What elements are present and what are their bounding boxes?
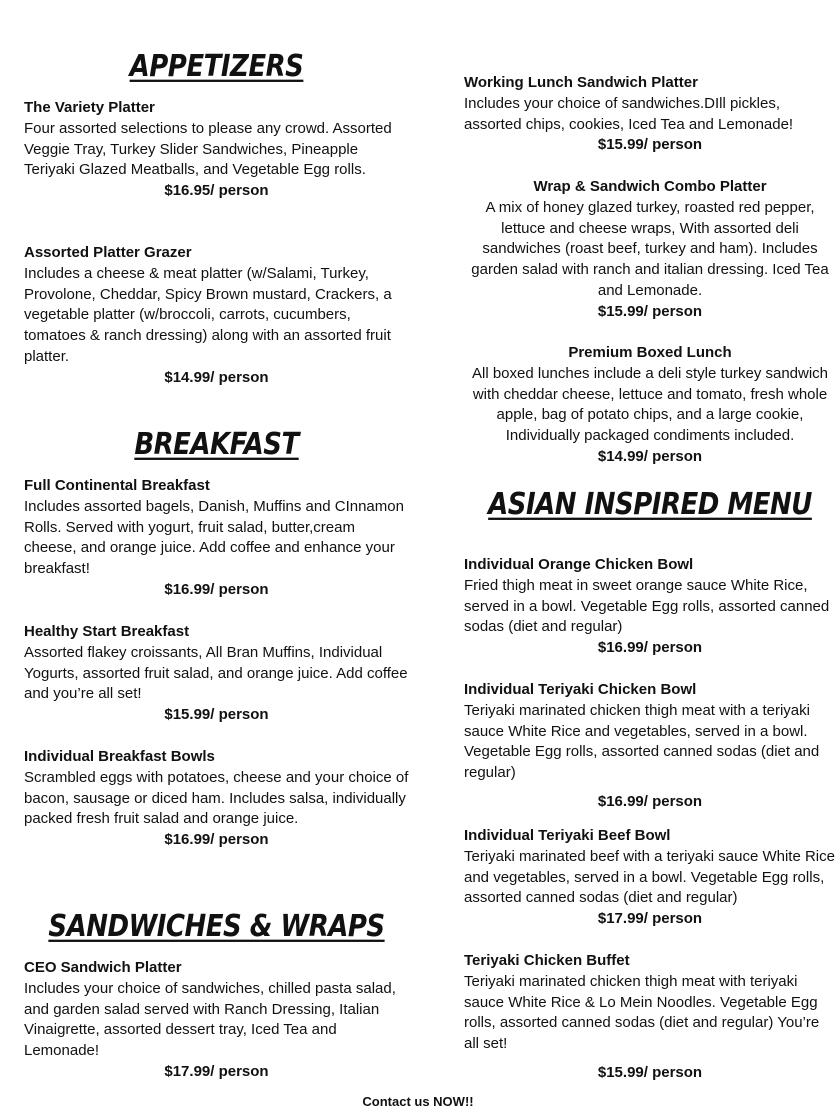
menu-item bbox=[464, 826, 836, 930]
item-title: Individual Teriyaki Beef Bowl bbox=[464, 827, 671, 844]
item-price: $16.99/ person bbox=[164, 831, 269, 849]
item-description: Includes a cheese & meat platter (w/Salami, Turkey, Provolone, Cheddar, Spicy Brown mustard, Crackers, a vegetable platter (w/broccoli, carrots, cucumbers, tomatoes & ranch dressing) along with an assorted fruit platter. bbox=[24, 264, 392, 365]
item-description: All boxed lunches include a deli style turkey sandwich with cheddar cheese, lettuce and tomato, fresh whole apple, bag of potato chips, and a large cookie, Individually packaged condiments included. bbox=[471, 364, 829, 445]
item-price: $15.99/ person bbox=[597, 1063, 703, 1081]
item-price: $16.99/ person bbox=[597, 639, 703, 657]
item-description: Includes assorted bagels, Danish, Muffins and CInnamon Rolls. Served with yogurt, fruit salad, butter,cream cheese, and orange juice. Add coffee and enhance your breakfast! bbox=[24, 497, 404, 578]
menu-item bbox=[24, 98, 409, 202]
item-description: Four assorted selections to please any crowd. Assorted Veggie Tray, Turkey Slider Sandwiches, Pineapple Teriyaki Glazed Meatballs, and Vegetable Egg rolls. bbox=[24, 119, 392, 179]
menu-item bbox=[464, 73, 836, 156]
item-price: $17.99/ person bbox=[164, 1062, 269, 1080]
item-title: Full Continental Breakfast bbox=[24, 477, 210, 494]
item-title: Wrap & Sandwich Combo Platter bbox=[533, 178, 767, 195]
item-price: $16.95/ person bbox=[164, 182, 269, 200]
menu-item bbox=[464, 555, 836, 659]
item-price: $15.99/ person bbox=[597, 302, 703, 320]
item-title: The Variety Platter bbox=[24, 99, 155, 116]
menu-item bbox=[24, 476, 409, 601]
right-column bbox=[464, 0, 836, 1090]
item-title: Individual Orange Chicken Bowl bbox=[464, 556, 694, 573]
item-title: CEO Sandwich Platter bbox=[24, 959, 182, 976]
item-price: $16.99/ person bbox=[597, 792, 703, 810]
item-description: Scrambled eggs with potatoes, cheese and your choice of bacon, sausage or diced ham. Includes salsa, individually packed fresh fruit salad and orange juice. bbox=[24, 768, 409, 828]
menu-item bbox=[464, 177, 836, 323]
item-title: Individual Teriyaki Chicken Bowl bbox=[464, 681, 697, 698]
item-title: Individual Breakfast Bowls bbox=[24, 748, 215, 765]
menu-item bbox=[24, 243, 409, 389]
item-description: Teriyaki marinated beef with a teriyaki sauce White Rice and vegetables, served in a bowl. Vegetable Egg rolls, assorted canned sodas (diet and regular) bbox=[464, 847, 835, 907]
item-price: $14.99/ person bbox=[597, 447, 703, 465]
item-description: Teriyaki marinated chicken thigh meat with teriyaki sauce White Rice & Lo Mein Noodles. Vegetable Egg rolls, assorted canned sodas (diet and regular) You’re all set! bbox=[464, 972, 820, 1053]
menu-item bbox=[24, 958, 409, 1083]
item-price: $15.99/ person bbox=[164, 706, 269, 724]
item-price: $15.99/ person bbox=[597, 136, 703, 154]
item-description: Assorted flakey croissants, All Bran Muffins, Individual Yogurts, assorted fruit salad, and orange juice. Add coffee and you’re all set! bbox=[24, 643, 408, 703]
menu-item bbox=[464, 343, 836, 468]
breakfast-heading: BREAKFAST bbox=[134, 427, 299, 463]
item-price: $17.99/ person bbox=[597, 910, 703, 928]
item-price: $14.99/ person bbox=[164, 368, 269, 386]
item-description: Teriyaki marinated chicken thigh meat with a teriyaki sauce White Rice and vegetables, served in a bowl. Vegetable Egg rolls, assorted canned sodas (diet and regular) bbox=[464, 701, 820, 782]
menu-item bbox=[24, 747, 409, 851]
item-price: $16.99/ person bbox=[164, 580, 269, 598]
sandwiches-heading: SANDWICHES & WRAPS bbox=[48, 909, 385, 945]
menu-item bbox=[24, 622, 409, 726]
item-title: Assorted Platter Grazer bbox=[24, 244, 192, 261]
item-title: Healthy Start Breakfast bbox=[24, 623, 190, 640]
appetizers-heading: APPETIZERS bbox=[129, 49, 304, 85]
item-description: Fried thigh meat in sweet orange sauce White Rice, served in a bowl. Vegetable Egg rolls, assorted canned sodas (diet and regular) bbox=[464, 576, 830, 636]
item-description: Includes your choice of sandwiches.DIll pickles, assorted chips, cookies, Iced Tea and Lemonade! bbox=[464, 94, 794, 133]
contact-footer: Contact us NOW!! bbox=[362, 1094, 474, 1109]
item-description: A mix of honey glazed turkey, roasted red pepper, lettuce and cheese wraps, With assorted deli sandwiches (roast beef, turkey and ham). Includes garden salad with ranch and italian dressing. Iced Tea and Lemonade. bbox=[471, 198, 829, 299]
item-description: Includes your choice of sandwiches, chilled pasta salad, and garden salad served with Ranch Dressing, Italian Vinaigrette, assorted dessert tray, Iced Tea and Lemonade! bbox=[24, 979, 396, 1060]
item-title: Working Lunch Sandwich Platter bbox=[464, 74, 698, 91]
item-title: Premium Boxed Lunch bbox=[568, 344, 732, 361]
asian-menu-heading: ASIAN INSPIRED MENU bbox=[488, 487, 812, 523]
item-title: Teriyaki Chicken Buffet bbox=[464, 952, 630, 969]
menu-item bbox=[464, 680, 836, 813]
menu-item bbox=[464, 951, 836, 1084]
